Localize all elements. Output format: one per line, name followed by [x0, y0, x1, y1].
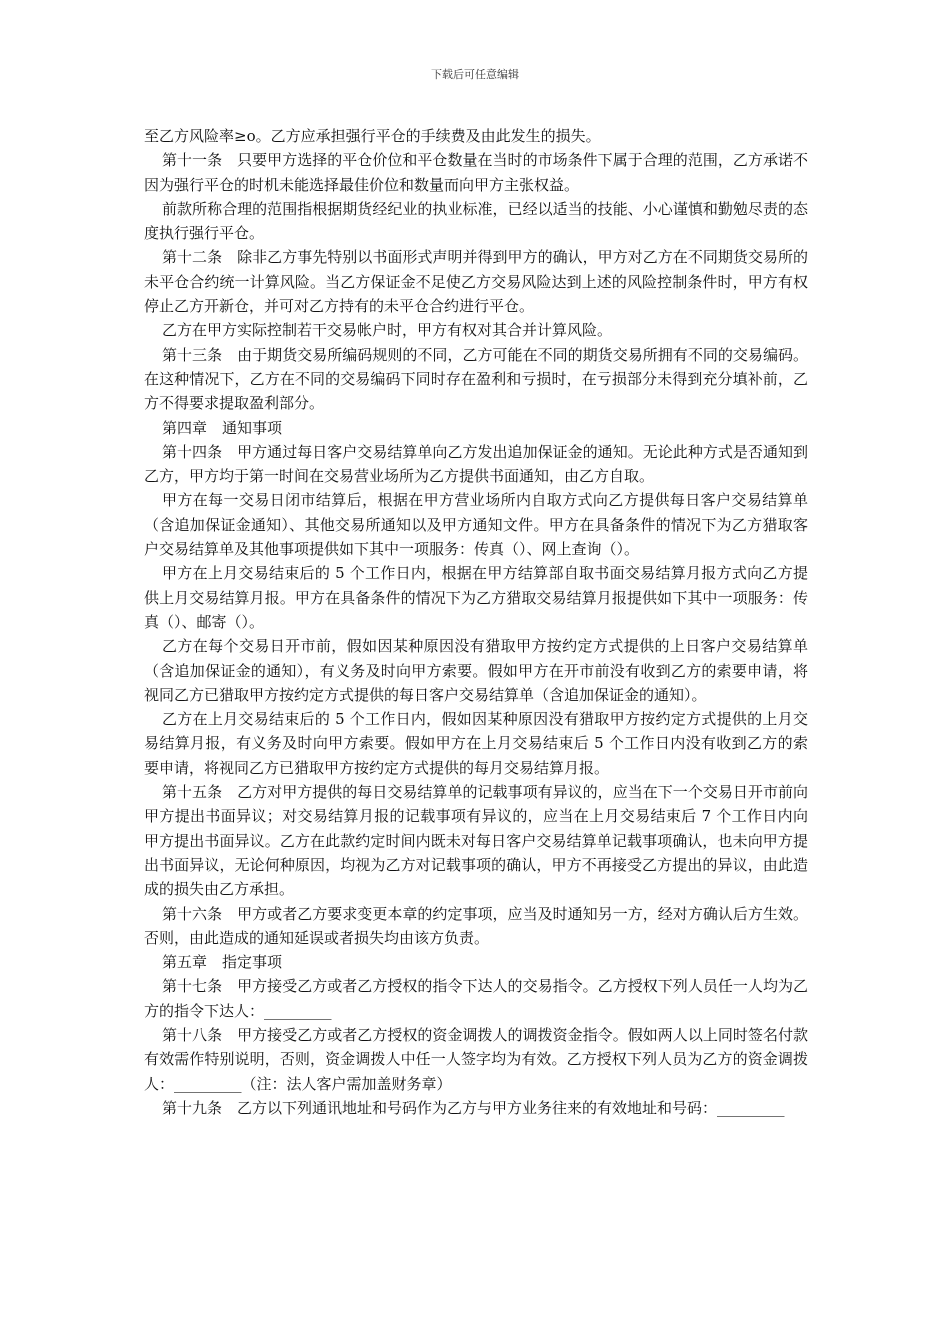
- page-header: 下载后可任意编辑: [431, 68, 519, 81]
- paragraph-article-12: 第十二条 除非乙方事先特别以书面形式声明并得到甲方的确认，甲方对乙方在不同期货交易所的未平仓合约统一计算风险。当乙方保证金不足使乙方交易风险达到上述的风险控制条件时，甲方有权停止乙方开新仓，并可对乙方持有的未平仓合约进行平仓。: [144, 248, 808, 316]
- paragraph: 甲方在上月交易结束后的 5 个工作日内，根据在甲方结算部自取书面交易结算月报方式向乙方提供上月交易结算月报。甲方在具备条件的情况下为乙方猎取交易结算月报提供如下其中一项服务：传真（）、邮寄（）。: [144, 564, 808, 631]
- paragraph-article-14: 第十四条 甲方通过每日客户交易结算单向乙方发出追加保证金的通知。无论此种方式是否通知到乙方，甲方均于第一时间在交易营业场所为乙方提供书面通知，由乙方自取。: [144, 442, 808, 486]
- document-body: [144, 124, 808, 1120]
- paragraph: 乙方在上月交易结束后的 5 个工作日内，假如因某种原因没有猎取甲方按约定方式提供的上月交易结算月报，有义务及时向甲方索要。假如甲方在上月交易结束后 5 个工作日内没有收到乙方的索要申请，将视同乙方已猎取甲方按约定方式提供的每月交易结算月报。: [144, 710, 808, 777]
- paragraph: 至乙方风险率≥o。乙方应承担强行平仓的手续费及由此发生的损失。: [144, 127, 601, 145]
- paragraph-article-11: 第十一条 只要甲方选择的平仓价位和平仓数量在当时的市场条件下属于合理的范围，乙方承诺不因为强行平仓的时机未能选择最佳价位和数量而向甲方主张权益。: [144, 151, 808, 194]
- paragraph-article-19: 第十九条 乙方以下列通讯地址和号码作为乙方与甲方业务往来的有效地址和号码：_________: [162, 1098, 785, 1117]
- chapter-heading: 第四章 通知事项: [162, 418, 283, 437]
- paragraph-article-18: 第十八条 甲方接受乙方或者乙方授权的资金调拨人的调拨资金指令。假如两人以上同时签名付款有效需作特别说明，否则，资金调拨人中任一人签字均为有效。乙方授权下列人员为乙方的资金调拨人：_________（注：法人客户需加盖财务章）: [144, 1025, 808, 1093]
- paragraph: 前款所称合理的范围指根据期货经纪业的执业标准，已经以适当的技能、小心谨慎和勤勉尽责的态度执行强行平仓。: [144, 199, 808, 243]
- chapter-heading: 第五章 指定事项: [162, 953, 283, 972]
- paragraph: 甲方在每一交易日闭市结算后，根据在甲方营业场所内自取方式向乙方提供每日客户交易结算单（含追加保证金通知）、其他交易所通知以及甲方通知文件。甲方在具备条件的情况下为乙方猎取客户交易结算单及其他事项提供如下其中一项服务：传真（）、网上查询（）。: [144, 491, 808, 559]
- paragraph: 乙方在甲方实际控制若干交易帐户时，甲方有权对其合并计算风险。: [162, 321, 613, 340]
- paragraph-article-15: 第十五条 乙方对甲方提供的每日交易结算单的记载事项有异议的，应当在下一个交易日开市前向甲方提出书面异议；对交易结算月报的记载事项有异议的，应当在上月交易结束后 7 个工作日内向甲方提出书面异议。乙方在此款约定时间内既未对每日客户交易结算单记载事项确认，也未向甲方提出书面异议，无论何种原因，均视为乙方对记载事项的确认，甲方不再接受乙方提出的异议，由此造成的损失由乙方承担。: [144, 783, 808, 899]
- paragraph-article-16: 第十六条 甲方或者乙方要求变更本章的约定事项，应当及时通知另一方，经对方确认后方生效。否则，由此造成的通知延误或者损失均由该方负责。: [144, 904, 808, 947]
- paragraph: 乙方在每个交易日开市前，假如因某种原因没有猎取甲方按约定方式提供的上日客户交易结算单（含追加保证金的通知），有义务及时向甲方索要。假如甲方在开市前没有收到乙方的索要申请，将视同乙方已猎取甲方按约定方式提供的每日客户交易结算单（含追加保证金的通知）。: [144, 637, 808, 704]
- paragraph-article-13: 第十三条 由于期货交易所编码规则的不同，乙方可能在不同的期货交易所拥有不同的交易编码。在这种情况下，乙方在不同的交易编码下同时存在盈利和亏损时，在亏损部分未得到充分填补前，乙方不得要求提取盈利部分。: [144, 345, 808, 413]
- paragraph-article-17: 第十七条 甲方接受乙方或者乙方授权的指令下达人的交易指令。乙方授权下列人员任一人均为乙方的指令下达人：_________: [144, 977, 808, 1020]
